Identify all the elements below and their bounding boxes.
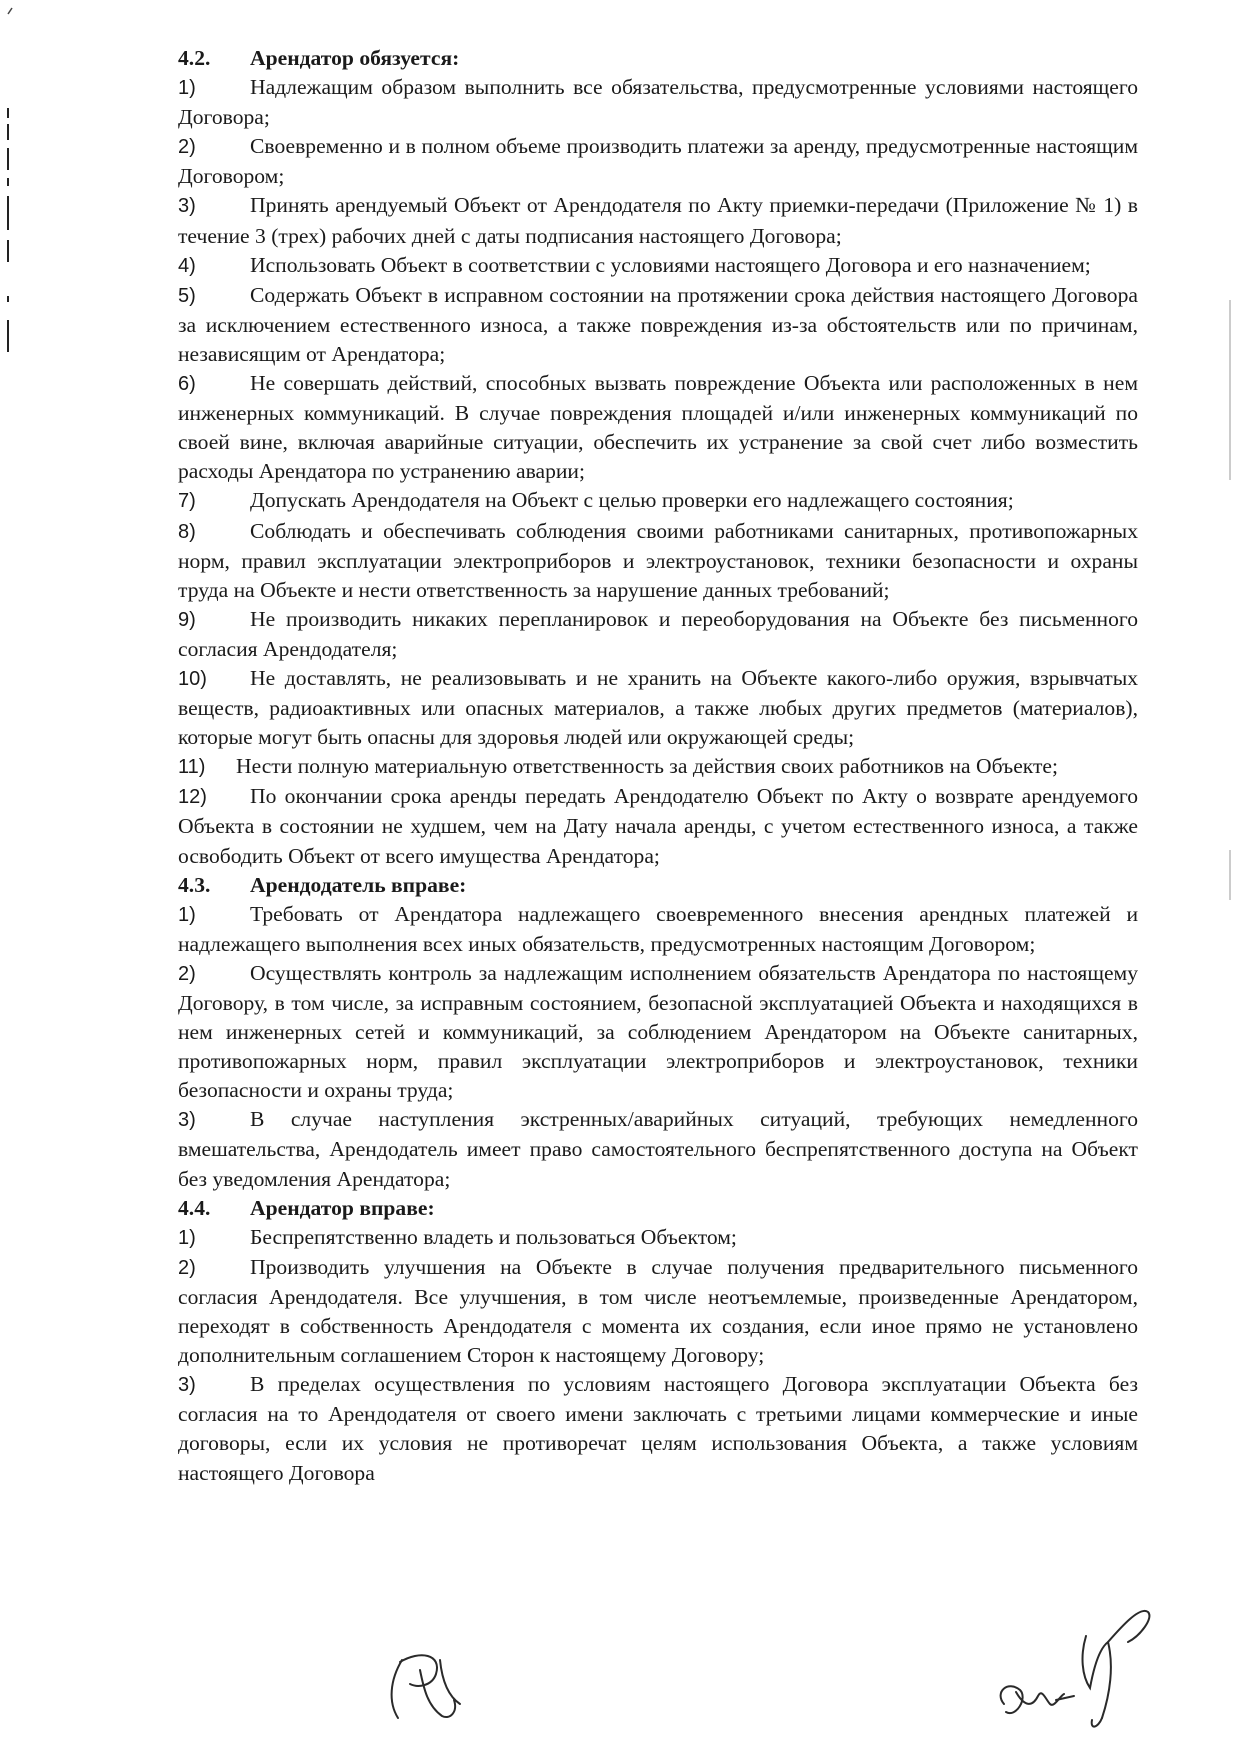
list-item: 3) В пределах осуществления по условиям настоящего Договора эксплуатации Объекта без согласия на то Арендодателя от своего имени заключать с третьими лицами коммерческие и иные договоры, если их условия не противоречат целям использования Объекта, а также условиям настоящего Договора	[178, 1372, 1138, 1485]
list-item: 6) Не совершать действий, способных вызвать повреждение Объекта или расположенных в нем инженерных коммуникаций. В случае повреждения площадей и/или инженерных коммуникаций по своей вине, включая аварийные ситуации, обеспечить их устранение за свой счет либо возместить расходы Арендатора по устранению аварии;	[178, 371, 1138, 484]
section-title: Арендодатель вправе:	[250, 872, 467, 897]
signature-left	[380, 1640, 490, 1730]
section-number: 4.3.	[178, 872, 211, 897]
list-item: 12) По окончании срока аренды передать Арендодателю Объект по Акту о возврате арендуемого Объекта в состоянии не худшем, чем на Дату начала аренды, с учетом естественного износа, а также освободить Объект от всего имущества Арендатора;	[178, 784, 1138, 868]
list-item: 1) Требовать от Арендатора надлежащего своевременного внесения арендных платежей и надлежащего выполнения всех иных обязательств, предусмотренных настоящим Договором;	[178, 901, 1138, 956]
section-heading-4-3	[178, 871, 1138, 900]
section-title: Арендатор обязуется:	[250, 46, 460, 70]
list-item: 4) Использовать Объект в соответствии с условиями настоящего Договора и его назначением;	[178, 252, 1091, 277]
section-heading-4-2	[178, 44, 1138, 73]
list-item: 1) Надлежащим образом выполнить все обязательства, предусмотренные условиями настоящего Договора;	[178, 75, 1138, 130]
list-item: 2) Осуществлять контроль за надлежащим исполнением обязательств Арендатора по настоящему Договору, в том числе, за исправным состоянием, безопасной эксплуатацией Объекта и находящихся в нем инженерных сетей и коммуникаций, за соблюдением Арендатором на Объекте санитарных, противопожарных норм, правил эксплуатации электроприборов и электроустановок, техники безопасности и охраны труда;	[178, 960, 1138, 1103]
list-item: 9) Не производить никаких перепланировок и переоборудования на Объекте без письменного согласия Арендодателя;	[178, 606, 1138, 661]
list-item: 2) Своевременно и в полном объеме производить платежи за аренду, предусмотренные настоящим Договором;	[178, 134, 1138, 189]
section-number: 4.2.	[178, 46, 211, 70]
contract-text	[178, 44, 1138, 1488]
list-item: 7) Допускать Арендодателя на Объект с целью проверки его надлежащего состояния;	[178, 488, 1014, 513]
section-number: 4.4.	[178, 1195, 211, 1220]
list-item: 2) Производить улучшения на Объекте в случае получения предварительного письменного согласия Арендодателя. Все улучшения, в том числе неотъемлемые, произведенные Арендатором, переходят в собственность Арендодателя с момента их создания, если иное прямо не установлено дополнительным соглашением Сторон к настоящему Договору;	[178, 1254, 1138, 1368]
section-heading-4-4	[178, 1194, 1138, 1223]
list-item: 11) Нести полную материальную ответственность за действия своих работников на Объекте;	[178, 754, 1059, 779]
list-item: 8) Соблюдать и обеспечивать соблюдения своими работниками санитарных, противопожарных норм, правил эксплуатации электроприборов и электроустановок, техники безопасности и охраны труда на Объекте и нести ответственность за нарушение данных требований;	[178, 518, 1138, 602]
signature-right	[990, 1596, 1160, 1736]
list-item: 3) В случае наступления экстренных/аварийных ситуаций, требующих немедленного вмешательства, Арендодатель имеет право самостоятельного беспрепятственного доступа на Объект без уведомления Арендатора;	[178, 1107, 1138, 1191]
list-item: 10) Не доставлять, не реализовывать и не хранить на Объекте какого-либо оружия, взрывчатых веществ, радиоактивных или опасных материалов, а также любых других предметов (материалов), которые могут быть опасны для здоровья людей или окружающей среды;	[178, 665, 1138, 750]
list-item: 1) Беспрепятственно владеть и пользоваться Объектом;	[178, 1224, 737, 1249]
list-item: 5) Содержать Объект в исправном состоянии на протяжении срока действия настоящего Договора за исключением естественного износа, а также повреждения из-за обстоятельств или по причинам, независящим от Арендатора;	[178, 282, 1138, 366]
list-item: 3) Принять арендуемый Объект от Арендодателя по Акту приемки-передачи (Приложение № 1) в течение 3 (трех) рабочих дней с даты подписания настоящего Договора;	[178, 193, 1138, 248]
section-title: Арендатор вправе:	[250, 1195, 435, 1220]
